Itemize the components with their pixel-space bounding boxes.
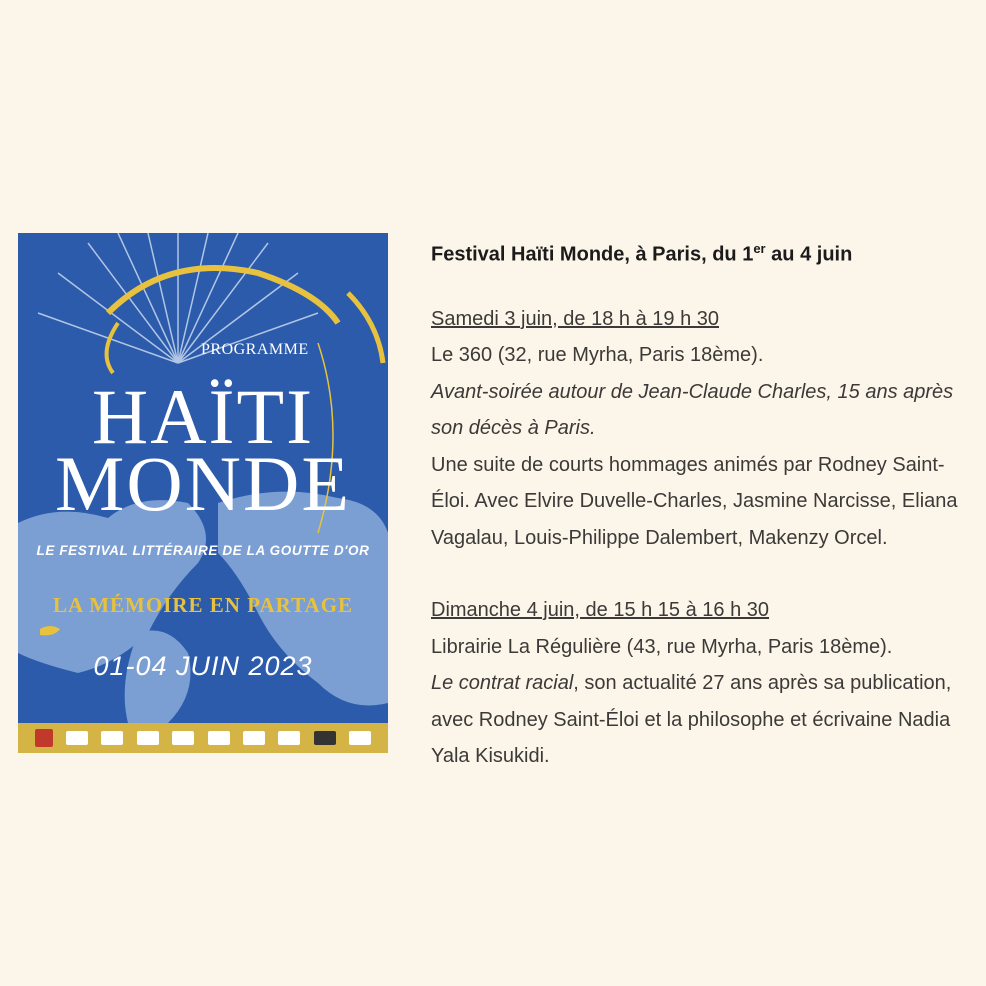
event-description: , son actualité 27 ans après sa publication, avec Rodney Saint-Éloi et la philosophe et écrivaine Nadia Yala Kisukidi. — [431, 672, 952, 768]
event-block-sunday — [431, 592, 971, 775]
sponsor-logo — [172, 731, 194, 745]
event-venue: Librairie La Régulière (43, rue Myrha, Paris 18ème). — [431, 635, 893, 658]
sponsor-logo — [208, 731, 230, 745]
sponsor-logo — [349, 731, 371, 745]
poster-dates: 01-04 JUIN 2023 — [93, 651, 313, 681]
heading-superscript: er — [753, 241, 766, 256]
event-block-saturday — [431, 301, 971, 557]
poster-title-line1: HAÏTI — [91, 373, 315, 460]
sponsor-logos-bar — [18, 723, 388, 753]
poster-tagline: LA MÉMOIRE EN PARTAGE — [52, 593, 354, 617]
sponsor-logo — [66, 731, 88, 745]
event-date-line: Samedi 3 juin, de 18 h à 19 h 30 — [431, 307, 719, 330]
sponsor-logo — [278, 731, 300, 745]
article-heading — [431, 240, 971, 269]
heading-text-end: au 4 juin — [765, 243, 853, 266]
sponsor-logo — [137, 731, 159, 745]
event-article — [431, 240, 971, 775]
poster-programme-label: PROGRAMME — [201, 341, 309, 358]
sponsor-logo — [101, 731, 123, 745]
festival-poster-image — [18, 233, 388, 753]
poster-subtitle: LE FESTIVAL LITTÉRAIRE DE LA GOUTTE D'OR — [36, 543, 370, 558]
heading-text: Festival Haïti Monde, à Paris, du 1 — [431, 243, 754, 266]
sponsor-logo — [35, 729, 53, 747]
poster-title-line2: MONDE — [55, 440, 351, 527]
event-description: Une suite de courts hommages animés par Rodney Saint-Éloi. Avec Elvire Duvelle-Charles, Jasmine Narcisse, Eliana Vagalau, Louis-Philippe Dalembert, Makenzy Orcel. — [431, 453, 958, 549]
sponsor-logo — [243, 731, 265, 745]
event-venue: Le 360 (32, rue Myrha, Paris 18ème). — [431, 344, 764, 367]
sponsor-logo — [314, 731, 336, 745]
event-italic-title: Avant-soirée autour de Jean-Claude Charles, 15 ans après son décès à Paris. — [431, 380, 954, 440]
event-italic-title: Le contrat racial — [431, 672, 574, 695]
event-date-line: Dimanche 4 juin, de 15 h 15 à 16 h 30 — [431, 599, 770, 622]
